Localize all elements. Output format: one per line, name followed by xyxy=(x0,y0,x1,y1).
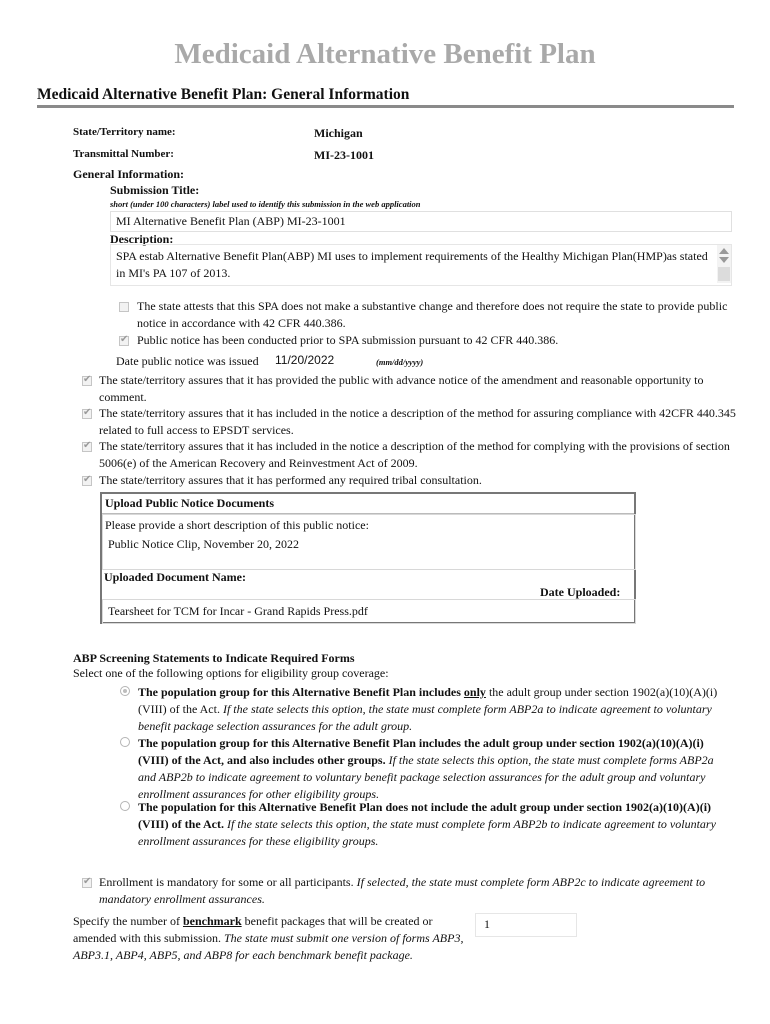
assurance-tribal-text: The state/territory assures that it has performed any required tribal consultation. xyxy=(99,473,482,487)
date-uploaded-label: Date Uploaded: xyxy=(540,585,621,599)
state-value: Michigan xyxy=(314,126,363,140)
transmittal-value: MI-23-1001 xyxy=(314,148,374,162)
description-value: SPA estab Alternative Benefit Plan(ABP) MI uses to implement requirements of the Healthy Michigan Plan(HMP)as stated in MI's PA 107 of 2013. xyxy=(116,249,708,280)
screening-title: ABP Screening Statements to Indicate Required Forms xyxy=(73,651,355,665)
upload-panel-title: Upload Public Notice Documents xyxy=(105,496,274,510)
notice-conducted-checkbox[interactable] xyxy=(119,336,129,346)
assurance-epsdt-checkbox[interactable] xyxy=(82,409,92,419)
option-1-bold: The population group for this Alternative Benefit Plan includes xyxy=(138,685,464,699)
assurance-arra-checkbox[interactable] xyxy=(82,442,92,452)
assurance-tribal-checkbox[interactable] xyxy=(82,476,92,486)
section-title: Medicaid Alternative Benefit Plan: General Information xyxy=(37,86,410,103)
description-label: Description: xyxy=(110,232,174,246)
notice-description-value: Public Notice Clip, November 20, 2022 xyxy=(108,537,299,551)
uploaded-doc-name[interactable]: Tearsheet for TCM for Incar - Grand Rapids Press.pdf xyxy=(108,604,368,618)
enrollment-mandatory-checkbox[interactable] xyxy=(82,878,92,888)
benchmark-count-field[interactable] xyxy=(475,913,577,937)
scroll-down-icon[interactable] xyxy=(719,257,729,263)
submission-title-label: Submission Title: xyxy=(110,183,200,197)
description-textarea[interactable] xyxy=(110,244,732,286)
state-label: State/Territory name: xyxy=(73,126,176,138)
option-1-italic: If the state selects this option, the state must complete form ABP2a to indicate agreement to voluntary benefit package selection assurances for the adult group. xyxy=(138,702,712,733)
benchmark-post: benefit packages that will be created or amended with this submission. xyxy=(73,914,433,945)
no-adult-group-radio[interactable] xyxy=(120,801,130,811)
option-1-only: only xyxy=(463,685,486,699)
uploaded-doc-name-label: Uploaded Document Name: xyxy=(104,570,246,584)
no-substantive-change-text: The state attests that this SPA does not make a substantive change and therefore does not require the state to provide public notice in accordance with 42 CFR 440.386. xyxy=(137,299,728,330)
enrollment-plain: Enrollment is mandatory for some or all participants. xyxy=(99,875,357,889)
notice-date-field[interactable]: 11/20/2022 xyxy=(275,353,335,367)
benchmark-underlined: benchmark xyxy=(182,914,242,928)
enrollment-italic: If selected, the state must complete form ABP2c to indicate agreement to mandatory enrollment assurances. xyxy=(99,875,706,906)
description-scrollbar[interactable] xyxy=(717,245,731,283)
option-3-bold: The population for this Alternative Benefit Plan does not include the adult group under section 1902(a)(10)(A)(i)(VIII) of the Act. xyxy=(138,800,712,831)
screening-prompt: Select one of the following options for eligibility group coverage: xyxy=(73,666,389,680)
document-title: Medicaid Alternative Benefit Plan xyxy=(174,38,596,70)
scroll-thumb[interactable] xyxy=(718,267,730,281)
adult-group-only-text xyxy=(138,684,732,735)
notice-date-format: (mm/dd/yyyy) xyxy=(376,357,424,367)
notice-description-prompt: Please provide a short description of this public notice: xyxy=(105,518,369,532)
upload-public-notice-panel xyxy=(100,492,636,624)
assurance-epsdt-text: The state/territory assures that it has included in the notice a description of the method for assuring compliance with 42CFR 440.345 related to full access to EPSDT services. xyxy=(99,406,736,437)
general-info-label: General Information: xyxy=(73,167,184,181)
upload-panel-header xyxy=(102,494,634,514)
benchmark-italic: The state must submit one version of forms ABP3, ABP3.1, ABP4, ABP5, and ABP8 for each benchmark benefit package. xyxy=(73,931,464,962)
option-2-bold: The population group for this Alternative Benefit Plan includes the adult group under section 1902(a)(10)(A)(i)(VIII) of the Act, and also includes other groups. xyxy=(138,736,704,767)
adult-group-only-radio[interactable] xyxy=(120,686,130,696)
uploaded-doc-row[interactable] xyxy=(102,599,636,624)
submission-title-field[interactable] xyxy=(110,211,732,232)
section-divider xyxy=(37,105,734,108)
notice-description-field[interactable] xyxy=(102,514,636,570)
adult-and-other-groups-text xyxy=(138,735,732,803)
no-substantive-change-checkbox[interactable] xyxy=(119,302,129,312)
no-adult-group-text xyxy=(138,799,732,850)
option-1-plain: the adult group under section 1902(a)(10)(A)(i)(VIII) of the Act. xyxy=(138,685,718,716)
submission-title-hint: short (under 100 characters) label used to identify this submission in the web application xyxy=(110,199,421,209)
assurance-arra-text: The state/territory assures that it has included in the notice a description of the method for complying with the provisions of section 5006(e) of the American Recovery and Reinvestment Act of 2009. xyxy=(99,439,730,470)
enrollment-mandatory-text xyxy=(99,874,739,908)
transmittal-label: Transmittal Number: xyxy=(73,148,174,160)
option-2-italic: If the state selects this option, the state must complete forms ABP2a and ABP2b to indicate agreement to voluntary benefit package selection assurances for the adult group and voluntary enrollment assurances for other eligibility groups. xyxy=(138,753,714,801)
assurance-advance-notice-text: The state/territory assures that it has provided the public with advance notice of the amendment and reasonable opportunity to comment. xyxy=(99,373,704,404)
notice-conducted-text: Public notice has been conducted prior to SPA submission pursuant to 42 CFR 440.386. xyxy=(137,333,559,347)
option-3-italic: If the state selects this option, the state must complete form ABP2b to indicate agreement to voluntary enrollment assurances for these eligibility groups. xyxy=(138,817,716,848)
submission-title-value: MI Alternative Benefit Plan (ABP) MI-23-1001 xyxy=(116,214,346,228)
notice-date-label: Date public notice was issued xyxy=(116,354,259,368)
benchmark-pre: Specify the number of xyxy=(73,914,183,928)
assurance-advance-notice-checkbox[interactable] xyxy=(82,376,92,386)
benchmark-count-text xyxy=(73,913,465,964)
benchmark-count-value: 1 xyxy=(484,917,490,931)
adult-and-other-groups-radio[interactable] xyxy=(120,737,130,747)
scroll-up-icon[interactable] xyxy=(719,248,729,254)
